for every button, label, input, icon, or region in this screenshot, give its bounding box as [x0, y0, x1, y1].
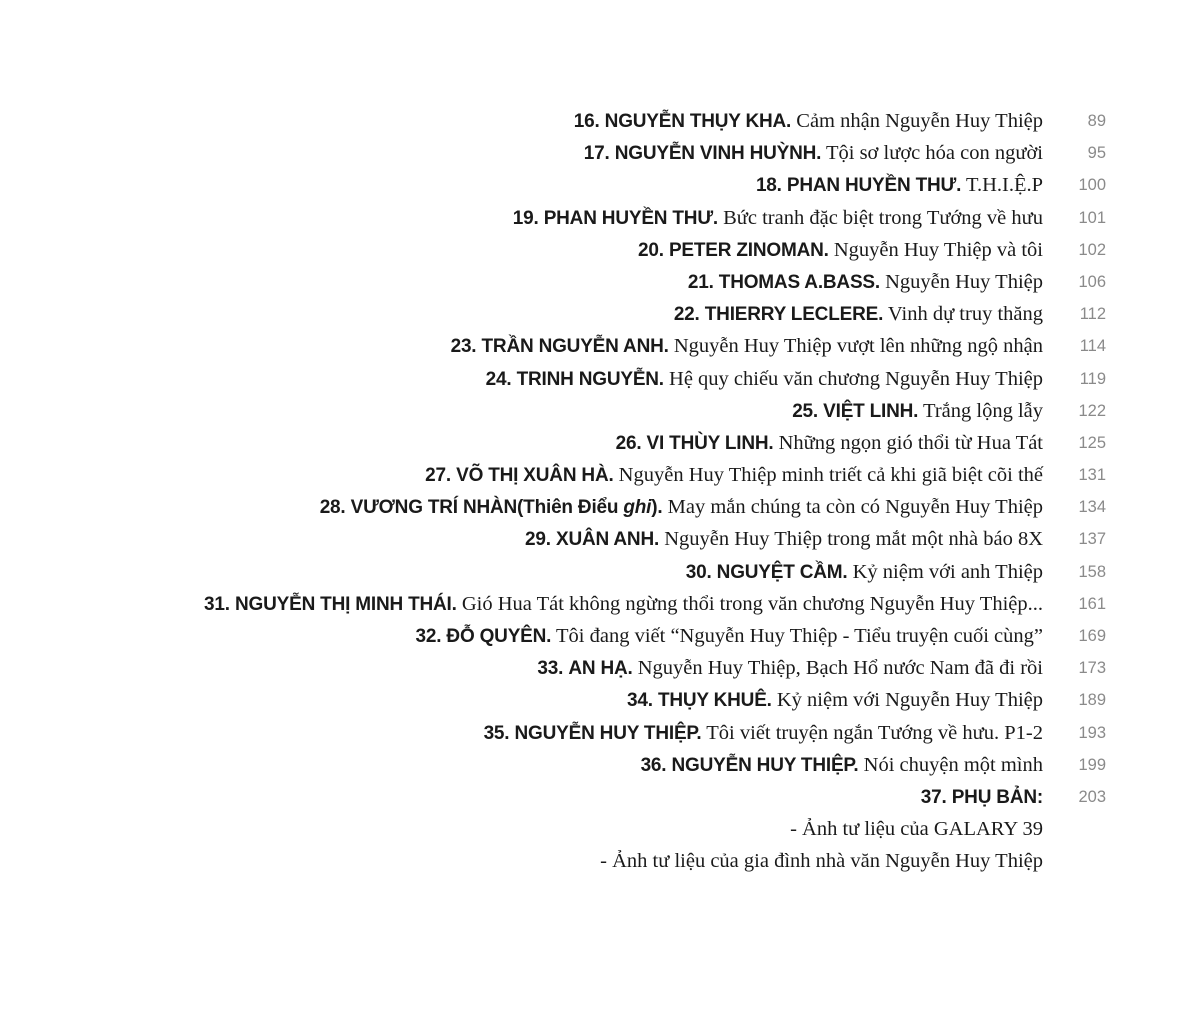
toc-subentry [0, 813, 1200, 845]
entry-author: PHAN HUYỀN THƯ. [786, 175, 962, 197]
entry-page-number: 169 [1078, 627, 1106, 645]
toc-entry [0, 556, 1200, 588]
entry-title: Nguyễn Huy Thiệp minh triết cả khi giã biệt cõi thế [618, 464, 1043, 487]
entry-author: PHAN HUYỀN THƯ. [543, 207, 718, 229]
entry-author: TRINH NGUYỄN. [516, 368, 664, 390]
toc-entry-text [688, 266, 1043, 298]
subentry-title: - Ảnh tư liệu của GALARY 39 [790, 818, 1043, 841]
toc-entry [0, 266, 1200, 298]
entry-author: NGUYỆT CẦM. [716, 561, 848, 583]
toc-entry-text [525, 523, 1043, 555]
toc-entry-text [674, 298, 1043, 330]
toc-entry [0, 588, 1200, 620]
entry-number: 25. [792, 400, 819, 422]
toc-entry-text [792, 395, 1043, 427]
entry-page-number: 106 [1078, 272, 1106, 291]
entry-title: Nguyễn Huy Thiệp trong mắt một nhà báo 8X [664, 528, 1043, 551]
entry-number: 19. [512, 207, 539, 229]
toc-entry-text [921, 781, 1043, 813]
entry-title: Gió Hua Tát không ngừng thổi trong văn chương Nguyễn Huy Thiệp... [461, 592, 1043, 615]
toc-entry-text [641, 749, 1043, 781]
toc-entry [0, 234, 1200, 266]
toc-entry [0, 749, 1200, 781]
entry-author: PETER ZINOMAN. [668, 239, 829, 261]
entry-author: THIERRY LECLERE. [704, 304, 884, 326]
entry-title: Cảm nhận Nguyễn Huy Thiệp [796, 110, 1043, 132]
entry-number: 35. [483, 722, 510, 744]
toc-entry [0, 169, 1200, 201]
entry-page-number: 114 [1079, 337, 1106, 356]
entry-author: NGUYỄN HUY THIỆP. [514, 722, 702, 744]
entry-number: 28. [319, 497, 346, 519]
toc-entry-text [638, 234, 1043, 266]
toc-entry [0, 781, 1200, 813]
entry-title: Nguyễn Huy Thiệp [885, 270, 1043, 293]
entry-page-number: 119 [1079, 369, 1106, 388]
entry-number: 34. [627, 690, 653, 712]
toc-entry [0, 105, 1200, 137]
entry-page-number: 131 [1078, 466, 1106, 485]
toc-entry [0, 395, 1200, 427]
entry-title: Bức tranh đặc biệt trong Tướng về hưu [723, 206, 1043, 229]
entry-page-number: 173 [1078, 659, 1106, 678]
toc-entry [0, 652, 1200, 684]
table-of-contents [0, 105, 1200, 878]
toc-entry [0, 137, 1200, 169]
entry-number: 16. [573, 111, 600, 132]
toc-entry [0, 202, 1200, 234]
toc-entry-text [616, 427, 1043, 459]
toc-entry-text [537, 652, 1043, 684]
entry-number: 37. [920, 786, 947, 808]
entry-page-number: 161 [1078, 594, 1106, 613]
toc-entry [0, 427, 1200, 459]
entry-number: 22. [673, 304, 700, 326]
toc-entry [0, 330, 1200, 362]
toc-entry-text [486, 363, 1043, 395]
entry-author: NGUYỄN THỤY KHA. [604, 111, 792, 132]
entry-page-number: 158 [1078, 562, 1106, 581]
toc-entry-text [574, 105, 1043, 137]
entry-title: Nguyễn Huy Thiệp vượt lên những ngộ nhận [673, 335, 1043, 358]
toc-entry-text [686, 556, 1043, 588]
toc-subentry [0, 845, 1200, 877]
toc-entry [0, 459, 1200, 491]
entry-page-number: 125 [1078, 433, 1106, 452]
entry-number: 31. [204, 593, 230, 615]
toc-entry [0, 684, 1200, 716]
subentry-title: - Ảnh tư liệu của gia đình nhà văn Nguyễn Huy Thiệp [600, 850, 1043, 873]
entry-title: Kỷ niệm với Nguyễn Huy Thiệp [776, 689, 1043, 712]
entry-author: THOMAS A.BASS. [718, 271, 880, 293]
entry-number: 30. [685, 561, 712, 583]
entry-page-number: 100 [1078, 176, 1106, 195]
entry-title: Những ngọn gió thổi từ Hua Tát [778, 431, 1043, 454]
entry-page-number: 102 [1078, 240, 1106, 259]
entry-title: Vinh dự truy thăng [887, 303, 1043, 326]
entry-page-number: 122 [1078, 401, 1106, 420]
toc-entry [0, 523, 1200, 555]
entry-page-number: 137 [1078, 530, 1106, 549]
entry-number: 24. [485, 368, 512, 390]
toc-entry-text [451, 330, 1043, 362]
entry-author-note-italic: ghi [623, 497, 652, 519]
toc-subentry-text [790, 813, 1043, 845]
entry-number: 18. [755, 175, 782, 197]
toc-entry [0, 491, 1200, 523]
entry-title: Kỷ niệm với anh Thiệp [852, 560, 1043, 583]
toc-entry [0, 717, 1200, 749]
entry-title: Trắng lộng lẫy [923, 399, 1043, 422]
toc-entry-text [513, 202, 1043, 234]
entry-page-number: 134 [1078, 498, 1106, 517]
entry-author: VƯƠNG TRÍ NHÀN [350, 497, 518, 519]
entry-author: VIỆT LINH. [823, 400, 919, 422]
entry-title: T.H.I.Ệ.P [965, 174, 1043, 197]
entry-title: May mắn chúng ta còn có Nguyễn Huy Thiệp [667, 496, 1043, 519]
entry-number: 27. [425, 465, 451, 487]
entry-title: Nói chuyện một mình [863, 753, 1043, 776]
entry-number: 21. [687, 271, 714, 293]
entry-number: 32. [415, 626, 442, 647]
entry-author: VI THÙY LINH. [646, 432, 774, 454]
toc-entry-text [204, 588, 1043, 620]
toc-entry [0, 298, 1200, 330]
entry-author: PHỤ BẢN: [951, 786, 1043, 808]
entry-page-number: 199 [1078, 755, 1106, 774]
entry-author: THỤY KHUÊ. [657, 690, 772, 712]
entry-author: NGUYỄN THỊ MINH THÁI. [235, 593, 457, 615]
entry-title: Tôi viết truyện ngắn Tướng về hưu. P1-2 [706, 721, 1043, 744]
entry-author: NGUYỄN VINH HUỲNH. [614, 143, 822, 165]
entry-number: 29. [525, 529, 551, 551]
entry-author: VÕ THỊ XUÂN HÀ. [456, 465, 614, 487]
entry-page-number: 112 [1079, 305, 1106, 324]
toc-entry-text [756, 169, 1043, 201]
entry-number: 26. [615, 432, 642, 454]
entry-number: 20. [638, 239, 664, 261]
entry-title: Tôi đang viết “Nguyễn Huy Thiệp - Tiểu truyện cuối cùng” [556, 625, 1043, 647]
toc-entry [0, 620, 1200, 652]
entry-title: Hệ quy chiếu văn chương Nguyễn Huy Thiệp [669, 367, 1043, 390]
entry-page-number: 101 [1078, 208, 1106, 227]
entry-author: AN HẠ. [568, 658, 633, 680]
entry-author-note-open: (Thiên Điểu [517, 497, 624, 519]
toc-entry [0, 363, 1200, 395]
entry-page-number: 89 [1087, 112, 1106, 130]
entry-number: 17. [583, 143, 610, 165]
toc-entry-text [584, 137, 1043, 169]
entry-author: XUÂN ANH. [556, 529, 660, 551]
entry-author-note-close: ). [651, 497, 663, 519]
toc-entry-text [627, 684, 1043, 716]
entry-number: 33. [537, 658, 564, 680]
entry-number: 23. [450, 336, 477, 358]
entry-number: 36. [640, 754, 667, 776]
entry-title: Tội sơ lược hóa con người [825, 142, 1043, 165]
entry-title: Nguyễn Huy Thiệp, Bạch Hổ nước Nam đã đi rồi [637, 657, 1043, 680]
toc-entry-text [425, 459, 1043, 491]
entry-page-number: 95 [1087, 144, 1106, 163]
entry-page-number: 203 [1078, 787, 1106, 806]
toc-entry-text [320, 491, 1043, 523]
toc-entry-text [484, 717, 1043, 749]
entry-author: ĐỖ QUYÊN. [446, 626, 552, 647]
toc-entry-text [415, 620, 1043, 652]
entry-author: TRẦN NGUYỄN ANH. [481, 336, 669, 358]
entry-page-number: 189 [1078, 691, 1106, 710]
entry-author: NGUYỄN HUY THIỆP. [671, 754, 859, 776]
entry-title: Nguyễn Huy Thiệp và tôi [833, 238, 1043, 261]
toc-subentry-text [600, 845, 1043, 877]
entry-page-number: 193 [1078, 723, 1106, 742]
entry-author-note [517, 497, 662, 518]
